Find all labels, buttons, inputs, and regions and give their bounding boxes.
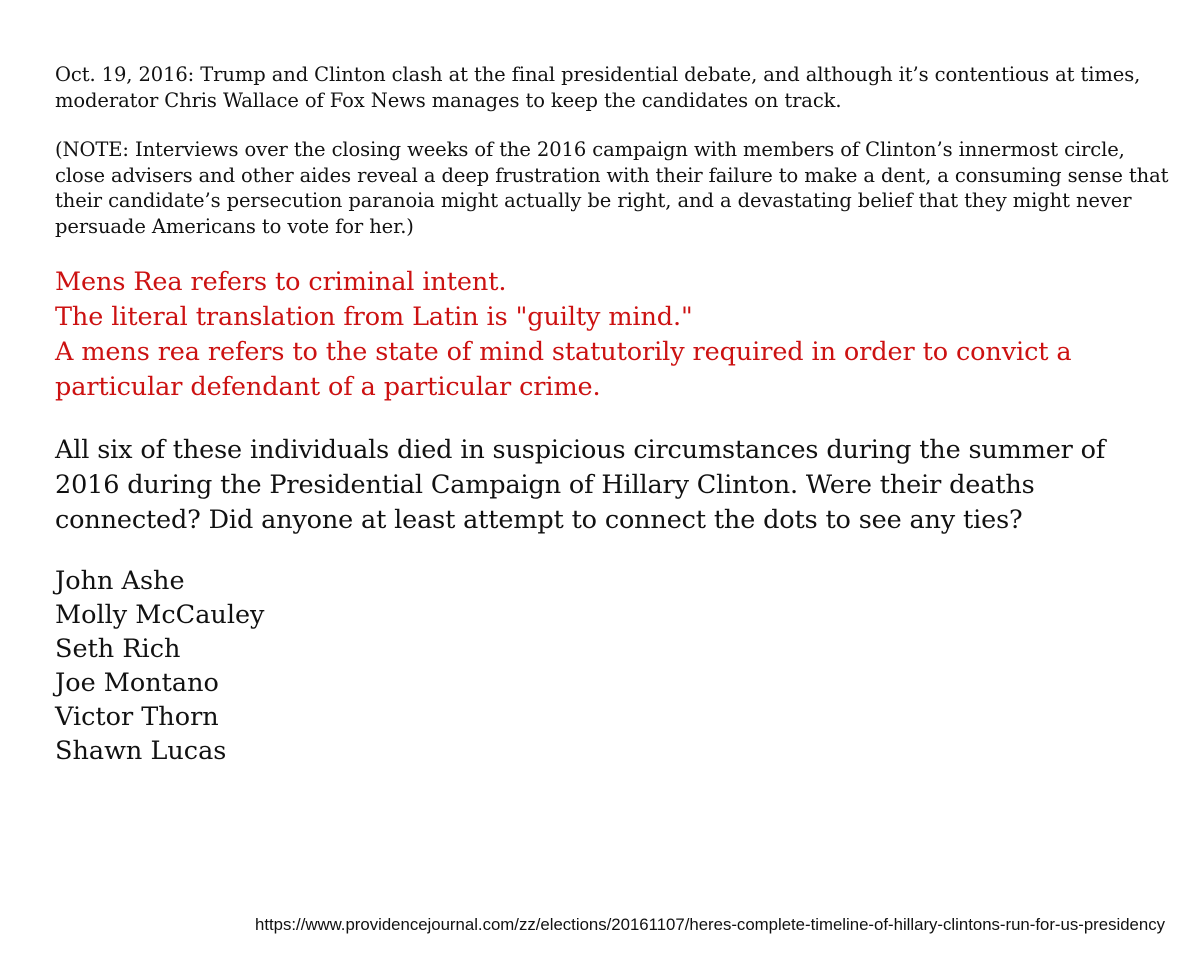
question-paragraph: All six of these individuals died in suspicious circumstances during the summer of 2016 during the Presidential Campaign of Hillary Clinton. Were their deaths connected? Did anyone at least attempt to connect the dots to see any ties? xyxy=(55,435,1106,535)
note-paragraph: (NOTE: Interviews over the closing weeks of the 2016 campaign with members of Clinton’s innermost circle, close advisers and other aides reveal a deep frustration with their failure to make a dent, a consuming sense that their candidate’s persecution paranoia might actually be right, and a devastating belief that they might never persuade Americans to vote for her.) xyxy=(55,138,1169,238)
list-item: Molly McCauley xyxy=(55,600,265,630)
list-item: Seth Rich xyxy=(55,634,181,664)
list-item: Victor Thorn xyxy=(55,702,219,732)
list-item: Shawn Lucas xyxy=(55,736,227,766)
names-list xyxy=(55,564,1175,768)
definition-line: Mens Rea refers to criminal intent. xyxy=(55,267,507,297)
list-item: Joe Montano xyxy=(55,668,219,698)
document-body xyxy=(55,62,1175,768)
definition-line: A mens rea refers to the state of mind statutorily required in order to convict a particular defendant of a particular crime. xyxy=(55,337,1072,402)
mens-rea-definition xyxy=(55,265,1175,405)
source-url: https://www.providencejournal.com/zz/elections/20161107/heres-complete-timeline-of-hillary-clintons-run-for-us-presidency xyxy=(254,915,1165,934)
definition-line: The literal translation from Latin is "guilty mind." xyxy=(55,302,693,332)
list-item: John Ashe xyxy=(55,566,185,596)
intro-paragraph: Oct. 19, 2016: Trump and Clinton clash at the final presidential debate, and although it’s contentious at times, moderator Chris Wallace of Fox News manages to keep the candidates on track. xyxy=(55,63,1141,112)
